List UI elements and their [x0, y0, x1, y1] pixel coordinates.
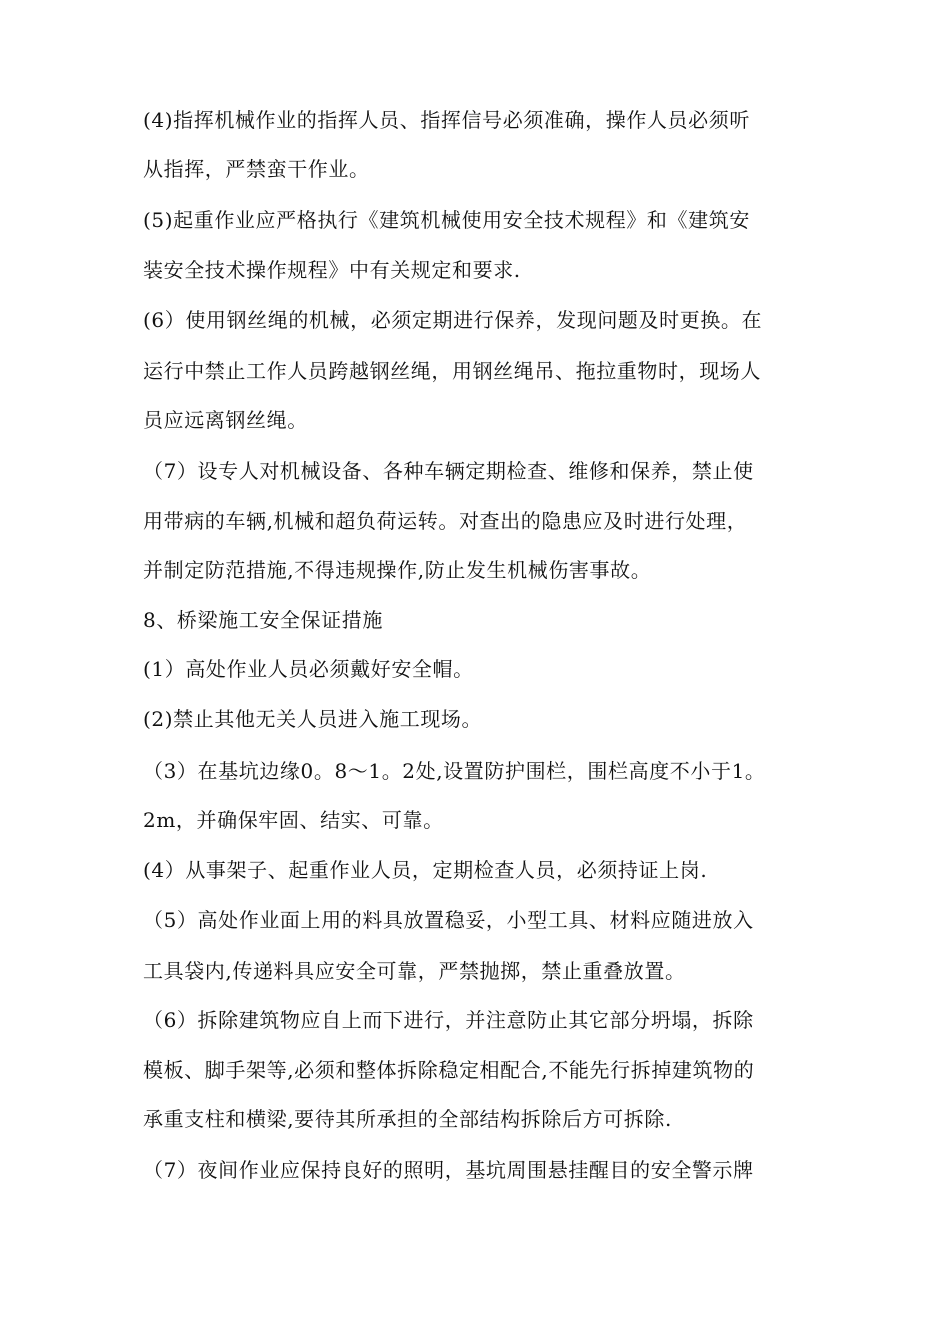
text-line: 从指挥，严禁蛮干作业。: [143, 157, 370, 181]
text-line: （7）设专人对机械设备、各种车辆定期检查、维修和保养，禁止使: [143, 459, 754, 483]
text-line: （7）夜间作业应保持良好的照明，基坑周围悬挂醒目的安全警示牌: [143, 1158, 754, 1182]
section-heading: 8、桥梁施工安全保证措施: [143, 608, 383, 632]
text-line: （5）高处作业面上用的料具放置稳妥，小型工具、材料应随进放入: [143, 908, 754, 932]
text-line: 模板、脚手架等,必须和整体拆除稳定相配合,不能先行拆掉建筑物的: [143, 1058, 755, 1082]
text-line: (1）高处作业人员必须戴好安全帽。: [143, 657, 474, 681]
text-line: 装安全技术操作规程》中有关规定和要求.: [143, 258, 521, 282]
text-line: 并制定防范措施,不得违规操作,防止发生机械伤害事故。: [143, 558, 652, 582]
text-line: 员应远离钢丝绳。: [143, 408, 308, 432]
text-line: （6）拆除建筑物应自上而下进行，并注意防止其它部分坍塌，拆除: [143, 1008, 754, 1032]
text-line: （3）在基坑边缘0。8～1。2处,设置防护围栏，围栏高度不小于1。: [143, 759, 766, 783]
text-line: (6）使用钢丝绳的机械，必须定期进行保养，发现问题及时更换。在: [143, 308, 763, 332]
text-line: (2)禁止其他无关人员进入施工现场。: [143, 707, 483, 731]
text-line: (4）从事架子、起重作业人员，定期检查人员，必须持证上岗.: [143, 858, 708, 882]
text-line: 工具袋内,传递料具应安全可靠，严禁抛掷，禁止重叠放置。: [143, 959, 686, 983]
text-line: 2m，并确保牢固、结实、可靠。: [143, 808, 444, 832]
text-line: 承重支柱和横梁,要待其所承担的全部结构拆除后方可拆除.: [143, 1107, 672, 1131]
text-line: 用带病的车辆,机械和超负荷运转。对查出的隐患应及时进行处理，: [143, 509, 748, 533]
text-line: 运行中禁止工作人员跨越钢丝绳，用钢丝绳吊、拖拉重物时，现场人: [143, 359, 761, 383]
text-line: (4)指挥机械作业的指挥人员、指挥信号必须准确，操作人员必须听: [143, 108, 750, 132]
text-line: (5)起重作业应严格执行《建筑机械使用安全技术规程》和《建筑安: [143, 208, 750, 232]
